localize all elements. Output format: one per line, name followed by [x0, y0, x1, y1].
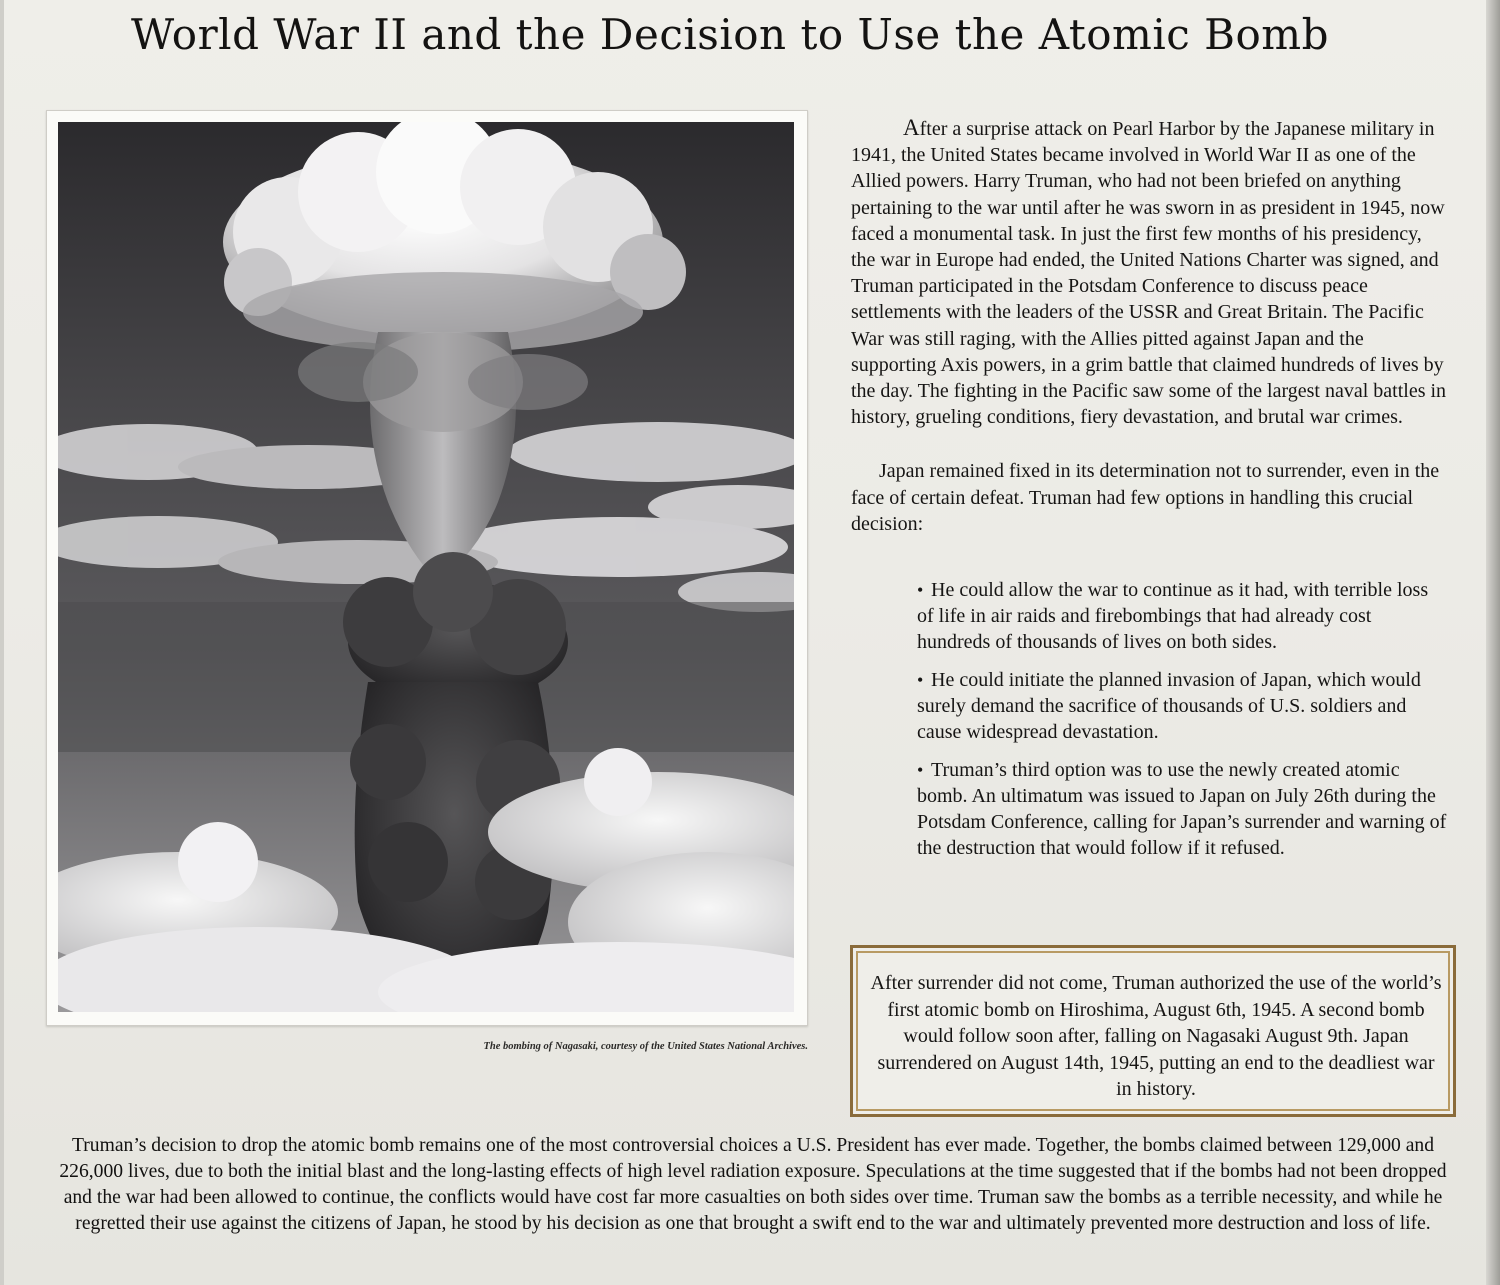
list-item — [917, 577, 1447, 655]
mushroom-cloud-illustration — [58, 122, 794, 1012]
options-list — [917, 577, 1447, 861]
narrative-column — [851, 115, 1451, 873]
intro-first-letter: A — [903, 115, 920, 140]
panel-right-edge — [1486, 0, 1500, 1285]
conclusion-paragraph: Truman’s decision to drop the atomic bomb remains one of the most controversial choices a U.S. President has ever made. Together, the bombs claimed between 129,000 and 226,000 lives, due to both the initial blast and the long-lasting effects of high level radiation exposure. Speculations at the time suggested that if the bombs had not been dropped and the war had been allowed to continue, the conflicts would have cost far more casualties on both sides over time. Truman saw the bombs as a terrible necessity, and while he regretted their use against the citizens of Japan, he stood by his decision as one that brought a swift end to the war and ultimately prevented more destruction and loss of life. — [59, 1135, 1447, 1234]
option-text: He could allow the war to continue as it had, with terrible loss of life in air raids and firebombings that had already cost hundreds of thousands of lives on both sides. — [917, 579, 1429, 654]
outcome-text: After surrender did not come, Truman authorized the use of the world’s first atomic bomb on Hiroshima, August 6th, 1945. A second bomb would follow soon after, falling on Nagasaki August 9th. Japan surrendered on August 14th, 1945, putting an end to the deadliest war in history. — [870, 972, 1442, 1100]
bullet-icon: • — [917, 760, 924, 781]
mushroom-cloud-photo — [58, 122, 794, 1012]
intro-text: fter a surprise attack on Pearl Harbor by the Japanese military in 1941, the United States became involved in World War II as one of the Allied powers. Harry Truman, who had not been briefed on anything pertaining to the war until after he was sworn in as president in 1945, now faced a monumental task. In just the first few months of his presidency, the war in Europe had ended, the United Nations Charter was signed, and Truman participated in the Potsdam Conference to discuss peace settlements with the leaders of the USSR and Great Britain. The Pacific War was still raging, with the Allies pitted against Japan and the supporting Axis powers, in a grim battle that claimed hundreds of lives by the day. The fighting in the Pacific saw some of the largest naval battles in history, grueling conditions, fiery devastation, and brutal war crimes. — [851, 118, 1447, 429]
photo-frame — [46, 110, 808, 1026]
bullet-icon: • — [917, 580, 924, 601]
option-text: Truman’s third option was to use the newly created atomic bomb. An ultimatum was issued to Japan on July 26th during the Potsdam Conference, calling for Japan’s surrender and warning of the destruction that would follow if it refused. — [917, 759, 1447, 860]
list-item — [917, 667, 1447, 745]
panel-title: World War II and the Decision to Use the Atomic Bomb — [130, 10, 1330, 59]
decision-intro-paragraph: Japan remained fixed in its determination not to surrender, even in the face of certain defeat. Truman had few options in handling this crucial decision: — [851, 460, 1440, 535]
option-text: He could initiate the planned invasion of Japan, which would surely demand the sacrifice of thousands of U.S. soldiers and cause widespread devastation. — [917, 669, 1421, 744]
bullet-icon: • — [917, 670, 924, 691]
photo-caption: The bombing of Nagasaki, courtesy of the United States National Archives. — [483, 1041, 808, 1052]
list-item — [917, 757, 1447, 861]
intro-paragraph — [851, 115, 1451, 430]
panel-left-edge — [0, 0, 4, 1285]
outcome-box — [850, 945, 1456, 1117]
